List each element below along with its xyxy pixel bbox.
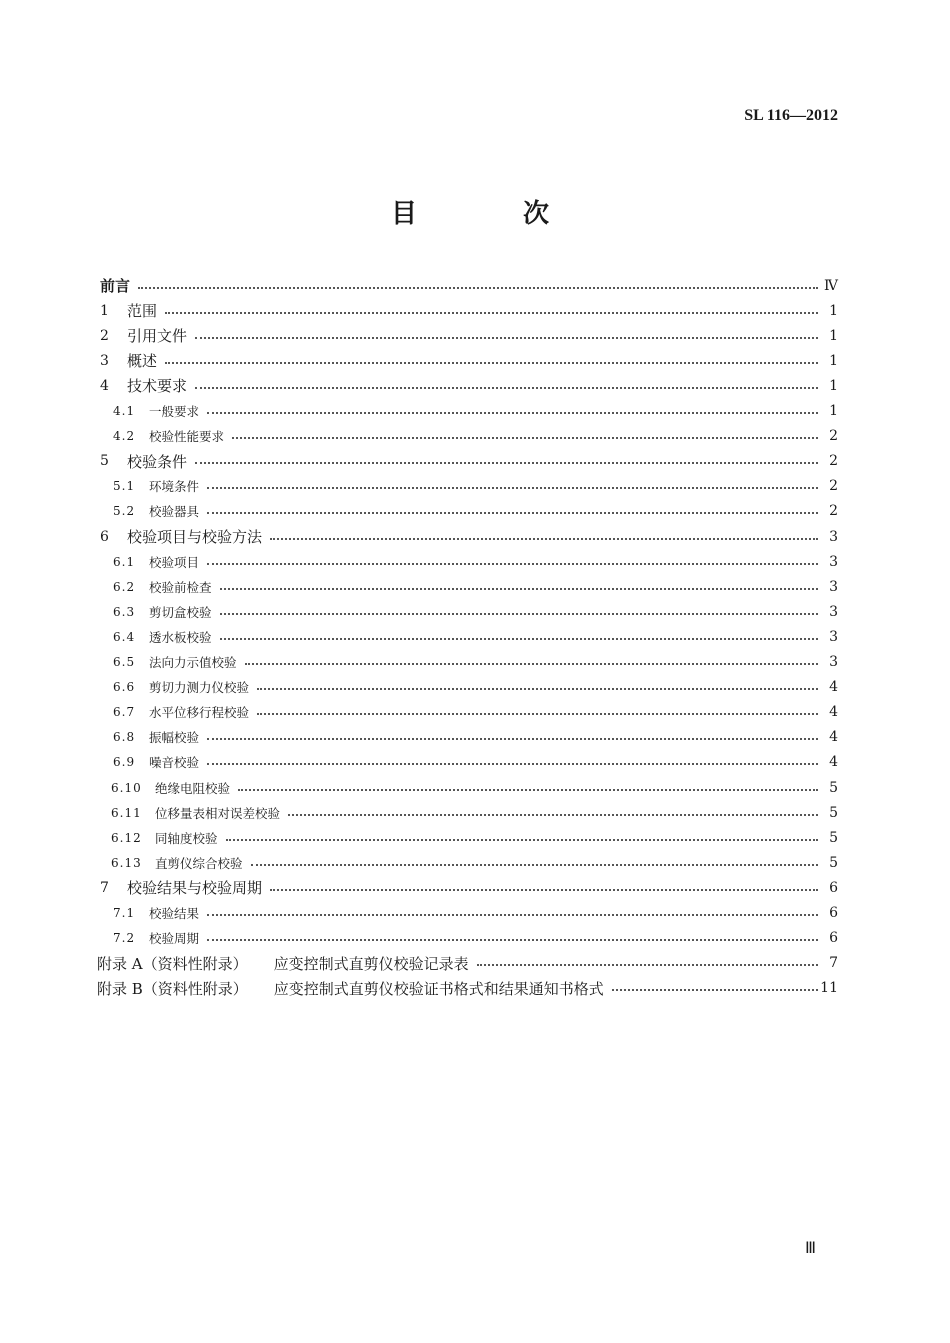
toc-entry-title: 一般要求 [149, 404, 200, 419]
toc-entry-number: 6.5 [113, 655, 136, 669]
toc-leader-dots [257, 688, 818, 690]
toc-entry-page: 6 [829, 905, 838, 921]
toc-entry-number: 5.1 [113, 479, 136, 494]
toc-entry[interactable] [0, 424, 950, 449]
toc-entry-title: 概述 [127, 352, 158, 371]
toc-entry-page: 3 [829, 654, 838, 670]
toc-entry-number: 6.8 [113, 730, 136, 745]
toc-entry[interactable] [0, 399, 950, 424]
toc-entry-title: 校验结果与校验周期 [127, 879, 263, 898]
toc-entry-title: 法向力示值校验 [149, 655, 237, 670]
toc-entry[interactable] [0, 775, 950, 800]
toc-entry[interactable] [0, 524, 950, 549]
toc-leader-dots [207, 487, 818, 489]
toc-leader-dots [207, 939, 818, 941]
toc-entry-number: 6.13 [111, 855, 142, 870]
toc-entry-number: 6.6 [113, 680, 136, 695]
toc-entry-number: 7 [100, 879, 109, 896]
toc-entry-title: 剪切盒校验 [149, 604, 212, 620]
toc-entry-number: 6.7 [113, 705, 136, 720]
toc-entry[interactable] [0, 700, 950, 725]
toc-entry-number: 6.11 [111, 805, 142, 820]
toc-entry-number: 2 [100, 327, 109, 344]
toc-leader-dots [207, 763, 818, 765]
toc-entry-title: 应变控制式直剪仪校验证书格式和结果通知书格式 [273, 979, 604, 998]
toc-entry-page: 1 [829, 377, 838, 394]
toc-entry-title: 直剪仪综合校验 [155, 855, 243, 871]
toc-entry[interactable] [0, 750, 950, 775]
toc-entry-number: 5.2 [113, 504, 136, 519]
page-title: 目 次 [390, 199, 589, 229]
toc-entry[interactable] [0, 323, 950, 348]
toc-entry-page: 6 [829, 930, 838, 947]
toc-entry-page: 2 [829, 428, 838, 445]
toc-leader-dots [245, 663, 818, 665]
toc-entry-number: 6.9 [113, 755, 136, 770]
toc-entry[interactable] [0, 449, 950, 474]
toc-entry-number: 4.1 [113, 404, 136, 418]
toc-entry-title: 引用文件 [127, 327, 188, 346]
toc-entry[interactable] [0, 650, 950, 675]
toc-entry-page: 1 [829, 403, 838, 419]
toc-entry-page: 4 [829, 704, 838, 721]
toc-entry-page: 2 [829, 478, 838, 495]
toc-entry[interactable] [0, 825, 950, 850]
toc-entry[interactable] [0, 875, 950, 900]
toc-entry-page: 1 [829, 302, 838, 319]
toc-entry-title: 校验条件 [127, 452, 188, 471]
toc-entry[interactable] [0, 599, 950, 624]
toc-entry-title: 振幅校验 [149, 730, 200, 746]
toc-entry-page: Ⅳ [824, 277, 838, 294]
toc-entry-page: 4 [829, 679, 838, 696]
toc-entry-number: 6 [100, 528, 109, 545]
toc-entry[interactable] [0, 273, 950, 298]
toc-entry-title: 校验前检查 [149, 579, 212, 595]
toc-entry-title: 校验性能要求 [149, 429, 225, 445]
toc-entry[interactable] [0, 298, 950, 323]
toc-entry-title: 应变控制式直剪仪校验记录表 [273, 954, 469, 973]
toc-leader-dots [207, 563, 818, 565]
toc-entry-page: 2 [829, 503, 838, 520]
toc-entry-page: 6 [829, 879, 838, 896]
toc-entry-page: 4 [829, 754, 838, 771]
toc-leader-dots [220, 588, 818, 590]
toc-entry[interactable] [0, 549, 950, 574]
toc-entry-number: 7.2 [113, 931, 136, 946]
toc-leader-dots [232, 437, 818, 439]
toc-entry-number: 6.12 [111, 830, 142, 845]
toc-entry-page: 5 [829, 779, 838, 796]
toc-entry-title: 校验项目 [149, 554, 200, 570]
toc-entry-number: 1 [100, 302, 109, 319]
toc-entry[interactable] [0, 725, 950, 750]
toc-entry-title: 校验结果 [149, 906, 200, 921]
toc-entry-title: 校验周期 [149, 931, 200, 947]
toc-leader-dots [195, 337, 818, 339]
toc-leader-dots [138, 287, 818, 289]
toc-entry-title: 范围 [127, 302, 158, 321]
toc-entry-page: 5 [829, 854, 838, 871]
toc-entry-page: 3 [829, 578, 838, 595]
toc-entry-page: 3 [829, 628, 838, 645]
toc-entry[interactable] [0, 926, 950, 951]
toc-leader-dots [165, 362, 818, 364]
toc-entry-title: 前言 [100, 277, 131, 295]
toc-leader-dots [270, 538, 818, 540]
toc-entry-number: 6.1 [113, 554, 136, 569]
toc-leader-dots [612, 989, 818, 991]
toc-entry-page: 5 [829, 804, 838, 821]
toc-entry-title: 校验项目与校验方法 [127, 528, 263, 546]
toc-entry[interactable] [0, 675, 950, 700]
toc-entry-title: 环境条件 [149, 479, 200, 495]
toc-entry[interactable] [0, 499, 950, 524]
toc-entry[interactable] [0, 474, 950, 499]
toc-entry-page: 3 [829, 528, 838, 545]
toc-entry-title: 同轴度校验 [155, 830, 218, 846]
toc-entry-page: 4 [829, 729, 838, 746]
toc-leader-dots [165, 312, 818, 314]
toc-leader-dots [207, 512, 818, 514]
toc-entry-page: 2 [829, 453, 838, 470]
toc-entry-number: 附录 A（资料性附录） [97, 954, 248, 973]
toc-entry-page: 3 [829, 553, 838, 570]
toc-entry[interactable] [0, 574, 950, 599]
toc-leader-dots [251, 864, 818, 866]
toc-leader-dots [220, 638, 818, 640]
toc-entry[interactable] [0, 976, 950, 1001]
toc-leader-dots [195, 462, 818, 464]
toc-entry-title: 噪音校验 [149, 755, 200, 771]
toc-leader-dots [207, 412, 818, 414]
toc-entry-number: 附录 B（资料性附录） [97, 979, 248, 998]
toc-entry[interactable] [0, 348, 950, 373]
toc-entry-page: 7 [829, 955, 838, 972]
toc-entry-title: 水平位移行程校验 [149, 705, 250, 721]
toc-leader-dots [207, 914, 818, 916]
toc-entry-title: 透水板校验 [149, 629, 212, 645]
toc-entry[interactable] [0, 800, 950, 825]
toc-entry-number: 4 [100, 377, 109, 394]
toc-entry-title: 位移量表相对误差校验 [155, 805, 281, 821]
toc-entry-number: 6.10 [111, 780, 142, 795]
toc-entry-number: 6.4 [113, 629, 136, 644]
toc-entry-number: 7.1 [113, 906, 136, 920]
toc-entry-number: 5 [100, 453, 109, 470]
toc-entry-number: 6.3 [113, 604, 136, 619]
toc-entry-title: 技术要求 [127, 377, 188, 396]
toc-entry[interactable] [0, 901, 950, 926]
toc-entry-title: 校验器具 [149, 504, 200, 520]
toc-leader-dots [226, 839, 818, 841]
toc-leader-dots [220, 613, 818, 615]
toc-entry-page: 11 [820, 980, 838, 997]
toc-entry-number: 4.2 [113, 429, 136, 444]
toc-leader-dots [270, 889, 818, 891]
toc-entry-number: 3 [100, 352, 109, 369]
document-code: SL 116—2012 [744, 107, 838, 124]
toc-leader-dots [207, 738, 818, 740]
toc-entry-title: 绝缘电阻校验 [155, 780, 231, 796]
toc-entry-number: 6.2 [113, 579, 136, 594]
toc-leader-dots [238, 789, 818, 791]
page-number: Ⅲ [804, 1240, 816, 1257]
toc-entry-page: 3 [829, 603, 838, 620]
toc-entry-title: 剪切力测力仪校验 [149, 680, 250, 696]
toc-leader-dots [257, 713, 818, 715]
toc-leader-dots [477, 964, 818, 966]
toc-entry-page: 1 [829, 327, 838, 344]
toc-leader-dots [288, 814, 818, 816]
toc-leader-dots [195, 387, 818, 389]
toc-entry-page: 1 [829, 352, 838, 369]
toc-entry[interactable] [0, 951, 950, 976]
toc-entry[interactable] [0, 624, 950, 649]
toc-entry-page: 5 [829, 829, 838, 846]
toc-entry[interactable] [0, 373, 950, 398]
toc-entry[interactable] [0, 850, 950, 875]
